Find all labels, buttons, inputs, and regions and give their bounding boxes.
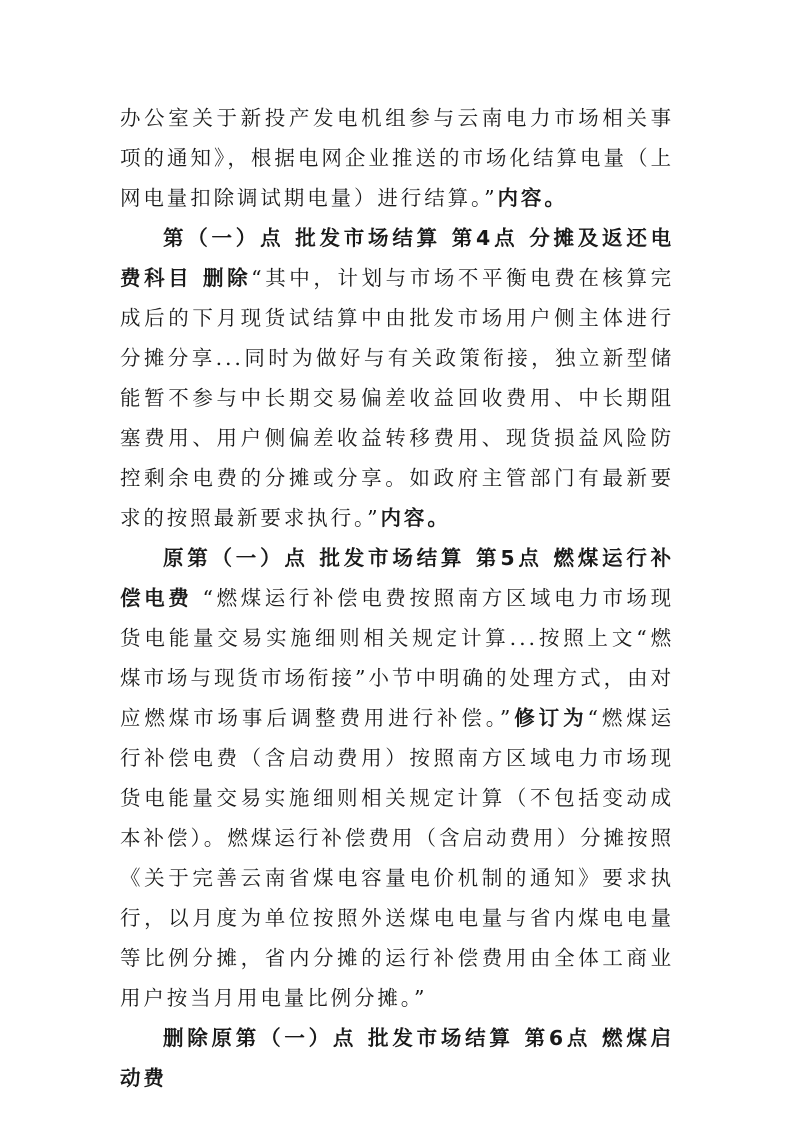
paragraph-2-heading: 第（一）点 批发市场结算 第4点 分摊及返还电费科目 删除 bbox=[120, 226, 674, 290]
paragraph-3-revise-label: 修订为 bbox=[513, 706, 588, 730]
paragraph-1 bbox=[120, 98, 674, 218]
paragraph-2-bold: 内容。 bbox=[380, 506, 451, 530]
paragraph-3 bbox=[120, 538, 674, 1018]
paragraph-4-heading: 删除原第（一）点 批发市场结算 第6点 燃煤启动费 bbox=[120, 1026, 674, 1090]
paragraph-4 bbox=[120, 1018, 674, 1098]
paragraph-3-original-text: “燃煤运行补偿电费按照南方区域电力市场现货电能量交易实施细则相关规定计算...按照上文“燃煤市场与现货市场衔接”小节中明确的处理方式，由对应燃煤市场事后调整费用进行补偿。” bbox=[120, 586, 674, 730]
paragraph-3-revised-text: “燃煤运行补偿电费（含启动费用）按照南方区域电力市场现货电能量交易实施细则相关规定计算（不包括变动成本补偿）。燃煤运行补偿费用（含启动费用）分摊按照《关于完善云南省煤电容量电价机制的通知》要求执行，以月度为单位按照外送煤电电量与省内煤电电量等比例分摊，省内分摊的运行补偿费用由全体工商业用户按当月用电量比例分摊。” bbox=[120, 706, 675, 1010]
paragraph-2-text: “其中，计划与市场不平衡电费在核算完成后的下月现货试结算中由批发市场用户侧主体进行分摊分享...同时为做好与有关政策衔接，独立新型储能暂不参与中长期交易偏差收益回收费用、中长期阻塞费用、用户侧偏差收益转移费用、现货损益风险防控剩余电费的分摊或分享。如政府主管部门有最新要求的按照最新要求执行。” bbox=[120, 266, 674, 530]
paragraph-1-bold: 内容。 bbox=[497, 186, 568, 210]
paragraph-2 bbox=[120, 218, 674, 538]
paragraph-1-text: 办公室关于新投产发电机组参与云南电力市场相关事项的通知》，根据电网企业推送的市场化结算电量（上网电量扣除调试期电量）进行结算。” bbox=[120, 106, 674, 210]
paragraph-3-heading: 原第（一）点 批发市场结算 第5点 燃煤运行补偿电费 bbox=[120, 546, 674, 610]
document-page bbox=[120, 98, 674, 1098]
